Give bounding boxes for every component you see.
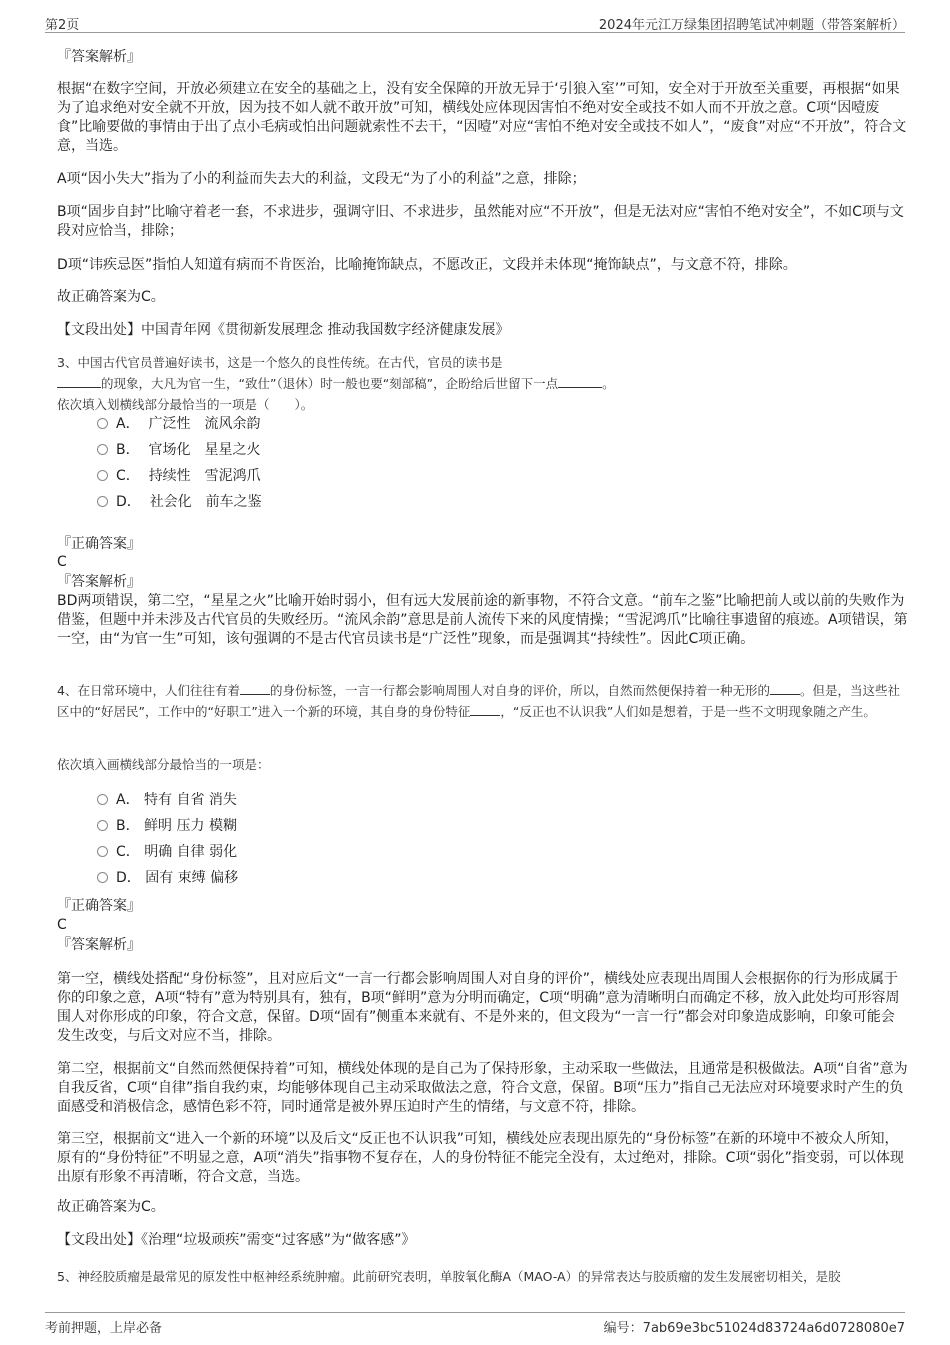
q3-option-d[interactable]: D． 社会化 前车之鉴	[97, 492, 262, 512]
q3-line1: 3、中国古代官员普遍好读书，这是一个悠久的良性传统。在古代，官员的读书是	[57, 355, 503, 370]
q2-source: 【文段出处】中国青年网《贯彻新发展理念 推动我国数字经济健康发展》	[57, 322, 510, 338]
q2-conclusion: 故正确答案为C。	[57, 289, 165, 305]
page-header	[45, 12, 905, 33]
q3-analysis: BD两项错误，第二空，“星星之火”比喻开始时弱小，但有远大发展前途的新事物，不符合文意。“前车之鉴”比喻把前人或以前的失败作为借鉴，但题中并未涉及古代官员的失败经历。“流风余韵”意思是前人流传下来的风度情操；“雪泥鸿爪”比喻往事遗留的痕迹。A项错误，第一空，由“为官一生”可知，该句强调的不是古代官员读书是“广泛性”现象，而是强调其“持续性”。因此C项正确。	[57, 593, 908, 647]
radio-icon[interactable]	[97, 418, 108, 429]
q3-option-b[interactable]: B． 官场化 星星之火	[97, 440, 261, 460]
q2-analysis-para4: D项“讳疾忌医”指怕人知道有病而不肯医治，比喻掩饰缺点，不愿改正，文段并未体现“掩饰缺点”，与文意不符，排除。	[57, 257, 797, 273]
question-4-stem: 4、在日常环境中，人们往往有着 的身份标签，一言一行都会影响周围人对自身的评价，所以，自然而然便保持着一种无形的 。但是，当这些社区中的“好居民”，工作中的“好职工”进入一个新的环境，其自身的身份特征 ，“反正也不认识我”人们如是想着，于是一些不文明现象随之产生。	[57, 683, 900, 719]
radio-icon[interactable]	[97, 496, 108, 507]
fill-blank-2	[558, 374, 602, 388]
fill-blank-1	[240, 681, 270, 695]
document-id: 编号：7ab69e3bc51024d83724a6d0728080e7	[603, 1321, 905, 1336]
radio-icon[interactable]	[97, 872, 108, 883]
q3-line3: 依次填入划横线部分最恰当的一项是（ ）。	[57, 397, 314, 412]
q4-analysis-para3: 第三空，根据前文“进入一个新的环境”以及后文“反正也不认识我”可知，横线处应表现出原先的“身份标签”在新的环境中不被众人所知，原有的“身份特征”不明显之意，A项“消失”指事物不复存在，人的身份特征不能完全没有，太过绝对，排除。C项“弱化”指变弱，可以体现出原有形象不再清晰，符合文意，当选。	[57, 1131, 904, 1185]
radio-icon[interactable]	[97, 444, 108, 455]
radio-icon[interactable]	[97, 470, 108, 481]
q2-analysis-para3: B项“固步自封”比喻守着老一套，不求进步，强调守旧、不求进步，虽然能对应“不开放”，但是无法对应“害怕不绝对安全”，不如C项与文段对应恰当，排除；	[57, 204, 904, 239]
question-5-stem: 5、神经胶质瘤是最常见的原发性中枢神经系统肿瘤。此前研究表明，单胺氧化酶A（MAO-A）的异常表达与胶质瘤的发生发展密切相关，是胶	[57, 1269, 841, 1284]
fill-blank-1	[57, 374, 101, 388]
q2-analysis-para2: A项“因小失大”指为了小的利益而失去大的利益，文段无“为了小的利益”之意，排除；	[57, 171, 586, 187]
q3-option-a[interactable]: A． 广泛性 流风余韵	[97, 414, 260, 434]
page-number: 第2页	[45, 18, 80, 33]
page-footer	[45, 1312, 905, 1335]
q4-prompt: 依次填入画横线部分最恰当的一项是：	[57, 757, 270, 772]
q4-analysis-para1: 第一空，横线处搭配“身份标签”，且对应后文“一言一行都会影响周围人对自身的评价”，横线处应表现出周围人会根据你的行为形成属于你的印象之意，A项“特有”意为特别具有，独有，B项“鲜明”意为分明而确定，C项“明确”意为清晰明白而确定不移，放入此处均可形容周围人对你形成的印象，符合文意，保留。D项“固有”侧重本来就有、不是外来的，但文段为“一言一行”都会对印象造成影响，印象可能会发生改变，与后文对应不当，排除。	[57, 971, 900, 1044]
radio-icon[interactable]	[97, 846, 108, 857]
q4-answer: C	[57, 917, 67, 933]
q4-analysis-label: 『答案解析』	[57, 937, 141, 953]
fill-blank-2	[770, 681, 800, 695]
q4-option-c[interactable]: C． 明确 自律 弱化	[97, 842, 237, 862]
q4-option-b[interactable]: B． 鲜明 压力 模糊	[97, 816, 237, 836]
q4-analysis-para2: 第二空，根据前文“自然而然便保持着”可知，横线处体现的是自己为了保持形象，主动采取一些做法，且通常是积极做法。A项“自省”意为自我反省，C项“自律”指自我约束，均能够体现自己主动采取做法之意，符合文意，保留。B项“压力”指自己无法应对环境要求时产生的负面感受和消极信念，感情色彩不符，同时通常是被外界压迫时产生的情绪，与文意不符，排除。	[57, 1061, 908, 1115]
q4-option-a[interactable]: A． 特有 自省 消失	[97, 790, 237, 810]
q3-answer: C	[57, 554, 67, 570]
q2-analysis-label: 『答案解析』	[57, 49, 141, 65]
fill-blank-3	[470, 702, 500, 716]
radio-icon[interactable]	[97, 820, 108, 831]
radio-icon[interactable]	[97, 794, 108, 805]
question-3-stem	[57, 352, 908, 415]
footer-slogan: 考前押题，上岸必备	[45, 1321, 163, 1336]
q3-analysis-label: 『答案解析』	[57, 574, 141, 590]
q3-answer-label: 『正确答案』	[57, 536, 141, 552]
q3-line2: 的现象，大凡为官一生，“致仕”（退休）时一般也要“刻部稿”，企盼给后世留下一点 。	[57, 373, 908, 394]
q4-answer-label: 『正确答案』	[57, 898, 141, 914]
q4-option-d[interactable]: D． 固有 束缚 偏移	[97, 868, 238, 888]
q2-analysis-para1: 根据“在数字空间，开放必须建立在安全的基础之上，没有安全保障的开放无异于‘引狼入室’”可知，安全对于开放至关重要，再根据“如果为了追求绝对安全就不开放，因为技不如人就不敢开放”可知，横线处应体现因害怕不绝对安全或技不如人而不开放之意。C项“因噎废食”比喻要做的事情由于出了点小毛病或怕出问题就索性不去干，“因噎”对应“害怕不绝对安全或技不如人”，“废食”对应“不开放”，符合文意，当选。	[57, 81, 907, 154]
q4-conclusion: 故正确答案为C。	[57, 1199, 165, 1215]
q4-source: 【文段出处】《治理“垃圾顽疾”需变“过客感”为“做客感”》	[57, 1232, 416, 1248]
q3-option-c[interactable]: C． 持续性 雪泥鸿爪	[97, 466, 261, 486]
document-title: 2024年元江万绿集团招聘笔试冲刺题（带答案解析）	[598, 18, 905, 33]
